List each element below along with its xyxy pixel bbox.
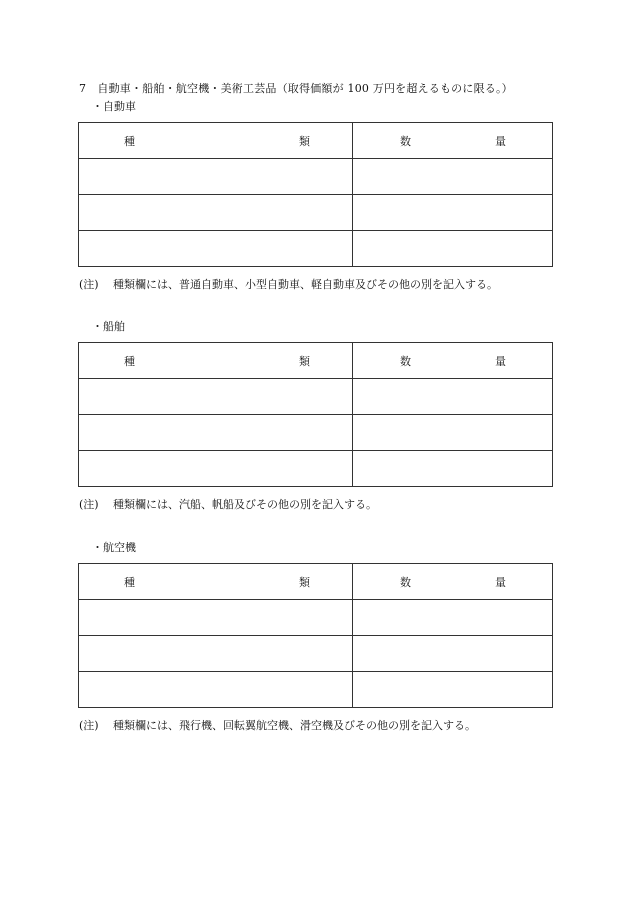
quantity-header-char2: 量	[495, 355, 506, 368]
table-row	[79, 159, 553, 195]
table-row	[79, 636, 553, 672]
quantity-cell[interactable]	[353, 415, 553, 451]
quantity-header-char1: 数	[400, 576, 411, 589]
note-text: 種類欄には、普通自動車、小型自動車、軽自動車及びその他の別を記入する。	[113, 278, 498, 291]
section-ship	[78, 320, 552, 512]
note-text: 種類欄には、汽船、帆船及びその他の別を記入する。	[113, 498, 377, 511]
section-title-ship: ・船舶	[92, 320, 125, 333]
table-row	[79, 195, 553, 231]
page-heading: 7 自動車・船舶・航空機・美術工芸品（取得価額が 100 万円を超えるものに限る。）	[79, 82, 513, 95]
quantity-cell[interactable]	[353, 195, 553, 231]
note-mark: (注)	[79, 498, 99, 511]
quantity-cell[interactable]	[353, 379, 553, 415]
table-header-row	[79, 343, 553, 379]
quantity-cell[interactable]	[353, 159, 553, 195]
quantity-header	[353, 123, 553, 159]
table-header-row	[79, 564, 553, 600]
quantity-cell[interactable]	[353, 600, 553, 636]
kind-cell[interactable]	[79, 636, 353, 672]
kind-header-char1: 種	[124, 135, 135, 148]
kind-cell[interactable]	[79, 415, 353, 451]
note-mark: (注)	[79, 719, 99, 732]
kind-cell[interactable]	[79, 451, 353, 487]
automobile-table	[78, 122, 553, 267]
quantity-header	[353, 343, 553, 379]
quantity-cell[interactable]	[353, 231, 553, 267]
table-row	[79, 415, 553, 451]
section-title-automobile: ・自動車	[92, 100, 136, 113]
kind-header-char2: 類	[299, 355, 310, 368]
kind-cell[interactable]	[79, 231, 353, 267]
note-automobile	[79, 276, 552, 292]
kind-header-char1: 種	[124, 355, 135, 368]
table-row	[79, 672, 553, 708]
quantity-header-char2: 量	[495, 135, 506, 148]
kind-cell[interactable]	[79, 195, 353, 231]
section-automobile	[78, 100, 552, 292]
kind-header	[79, 564, 353, 600]
kind-cell[interactable]	[79, 600, 353, 636]
kind-cell[interactable]	[79, 159, 353, 195]
quantity-header-char2: 量	[495, 576, 506, 589]
table-row	[79, 231, 553, 267]
kind-cell[interactable]	[79, 379, 353, 415]
quantity-cell[interactable]	[353, 672, 553, 708]
section-title-aircraft: ・航空機	[92, 541, 136, 554]
kind-header	[79, 123, 353, 159]
quantity-header	[353, 564, 553, 600]
kind-header-char2: 類	[299, 576, 310, 589]
quantity-cell[interactable]	[353, 636, 553, 672]
table-row	[79, 451, 553, 487]
kind-header-char2: 類	[299, 135, 310, 148]
table-header-row	[79, 123, 553, 159]
table-row	[79, 379, 553, 415]
note-text: 種類欄には、飛行機、回転翼航空機、滑空機及びその他の別を記入する。	[113, 719, 476, 732]
note-ship	[79, 496, 552, 512]
quantity-header-char1: 数	[400, 355, 411, 368]
note-aircraft	[79, 717, 552, 733]
quantity-cell[interactable]	[353, 451, 553, 487]
kind-header-char1: 種	[124, 576, 135, 589]
note-mark: (注)	[79, 278, 99, 291]
table-row	[79, 600, 553, 636]
aircraft-table	[78, 563, 553, 708]
kind-header	[79, 343, 353, 379]
quantity-header-char1: 数	[400, 135, 411, 148]
section-aircraft	[78, 541, 552, 733]
ship-table	[78, 342, 553, 487]
kind-cell[interactable]	[79, 672, 353, 708]
